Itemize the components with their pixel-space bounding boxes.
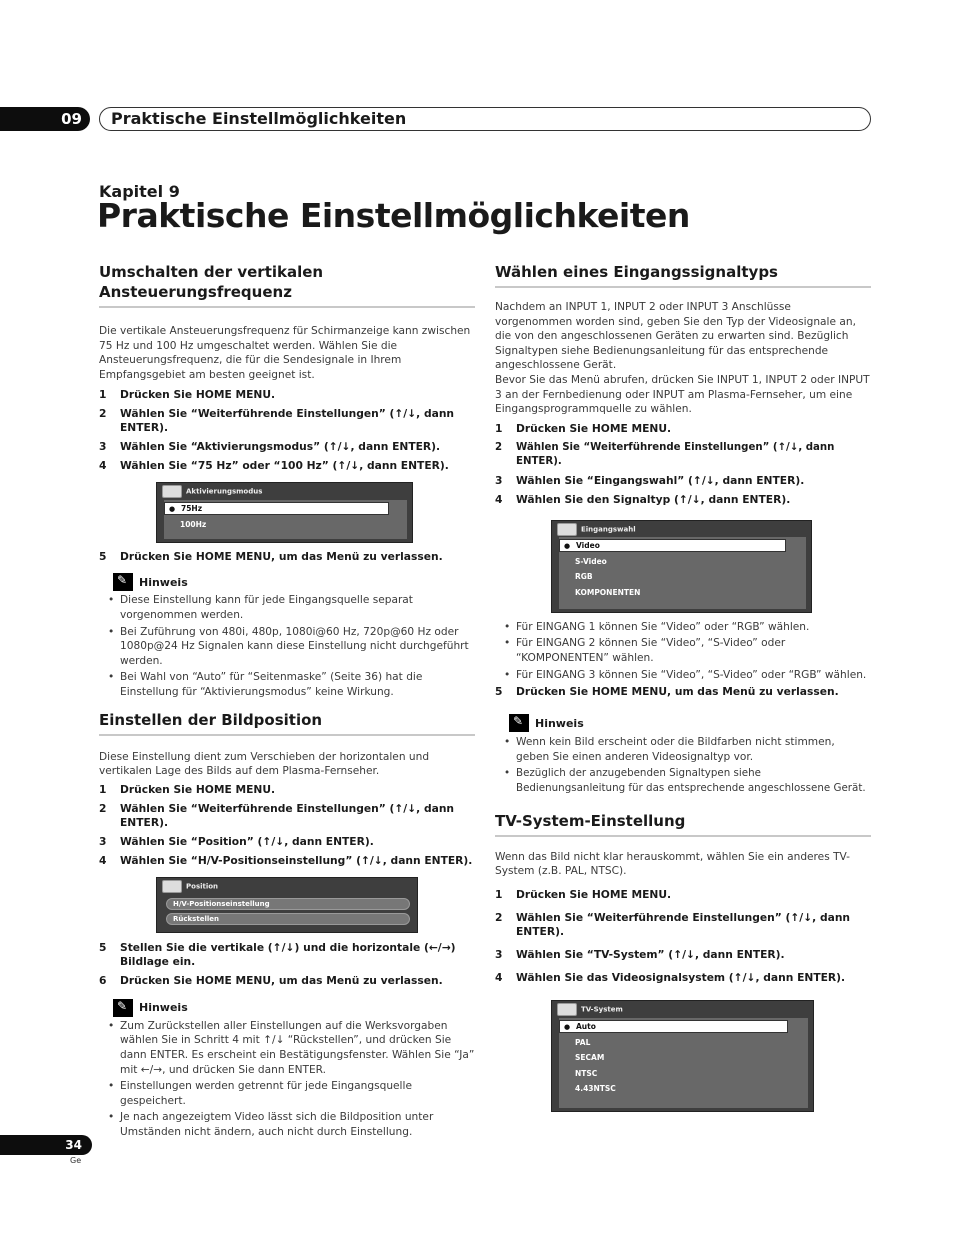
step-item: 6 Drücken Sie HOME MENU, um das Menü zu verlassen. xyxy=(99,973,443,987)
left-column xyxy=(99,262,475,1141)
step-item: 3 Wählen Sie “Eingangswahl” (↑/↓, dann ENTER). xyxy=(495,473,805,487)
step-item: 5 Stellen Sie die vertikale (↑/↓) und die horizontale (←/→) Bildlage ein. xyxy=(99,940,456,968)
note-item: • Einstellungen werden getrennt für jede Eingangsquelle gespeichert. xyxy=(99,1079,475,1108)
section-intro: Wenn das Bild nicht klar herauskommt, wählen Sie ein anderes TV-System (z.B. PAL, NTSC). xyxy=(495,850,851,878)
note-icon xyxy=(509,714,529,732)
info-item: • Für EINGANG 1 können Sie “Video” oder “RGB” wählen. xyxy=(495,620,871,635)
menu-item[interactable]: 4.43NTSC xyxy=(575,1084,616,1094)
note-item: • Je nach angezeigtem Video lässt sich die Bildposition unter Umständen nicht ändern, auch nicht durch Einstellung. xyxy=(99,1110,475,1139)
chapter-label: Kapitel 9 xyxy=(99,182,180,201)
step-item: 4 Wählen Sie “H/V-Positionseinstellung” (↑/↓, dann ENTER). xyxy=(99,853,473,867)
section-title-frequency: Umschalten der vertikalen Ansteuerungsfrequenz xyxy=(99,262,475,308)
right-column xyxy=(495,262,871,1112)
language-code: Ge xyxy=(70,1156,82,1165)
note-heading: ✎ Hinweis xyxy=(495,714,871,732)
page-title: Praktische Einstellmöglichkeiten xyxy=(97,196,690,235)
osd-menu-tv-system: TV-System ● Auto PAL SECAM NTSC 4.43NTSC xyxy=(551,1000,814,1112)
step-item: 1 Drücken Sie HOME MENU. xyxy=(495,421,672,435)
menu-item[interactable]: 100Hz xyxy=(180,520,207,530)
menu-item[interactable]: NTSC xyxy=(575,1068,598,1078)
step-item: 1 Drücken Sie HOME MENU. xyxy=(99,388,276,402)
osd-menu-eingangswahl: Eingangswahl ● Video S-Video RGB KOMPONENTEN xyxy=(551,520,812,613)
menu-item[interactable]: ● Video xyxy=(559,539,786,552)
step-item: 4 Wählen Sie das Videosignalsystem (↑/↓, dann ENTER). xyxy=(495,970,846,984)
step-item: 2 Wählen Sie “Weiterführende Einstellungen” (↑/↓, dann ENTER). xyxy=(99,407,455,435)
note-item: • Wenn kein Bild erscheint oder die Bildfarben nicht stimmen, geben Sie einen anderen Videosignaltyp vor. xyxy=(495,735,871,764)
chapter-number-badge: 09 xyxy=(0,107,90,131)
menu-item[interactable]: H/V-Positionseinstellung xyxy=(166,898,410,910)
menu-item[interactable]: RGB xyxy=(575,572,593,582)
info-item: • Für EINGANG 2 können Sie “Video”, “S-Video” oder “KOMPONENTEN” wählen. xyxy=(495,636,871,665)
osd-menu-aktivierungsmodus: Aktivierungsmodus ● 75Hz 100Hz xyxy=(156,482,413,543)
step-item: 2 Wählen Sie “Weiterführende Einstellungen” (↑/↓, dann ENTER). xyxy=(99,801,455,829)
menu-item[interactable]: ● 75Hz xyxy=(164,502,389,515)
step-item: 3 Wählen Sie “Position” (↑/↓, dann ENTER). xyxy=(99,834,374,848)
note-item: • Bei Wahl von “Auto” für “Seitenmaske” (Seite 36) hat die Einstellung für “Aktivierungsmodus” keine Wirkung. xyxy=(99,670,475,699)
note-list xyxy=(495,735,871,795)
step-item: 1 Drücken Sie HOME MENU. xyxy=(99,782,276,796)
step-item: 4 Wählen Sie “75 Hz” oder “100 Hz” (↑/↓, dann ENTER). xyxy=(99,459,449,473)
info-item: • Für EINGANG 3 können Sie “Video”, “S-Video” oder “RGB” wählen. xyxy=(495,668,871,683)
note-heading: ✎ Hinweis xyxy=(99,573,475,591)
step-item: 5 Drücken Sie HOME MENU, um das Menü zu verlassen. xyxy=(99,550,443,564)
osd-menu-position: Position H/V-Positionseinstellung Rückstellen xyxy=(156,877,418,933)
section-title-bildposition: Einstellen der Bildposition xyxy=(99,710,475,736)
note-item: • Zum Zurückstellen aller Einstellungen auf die Werksvorgaben wählen Sie in Schritt 4 mit ↑/↓ “Rückstellen”, und drücken Sie dann ENTER. Es erscheint ein Bestätigungsfenster. Wählen Sie “Ja” mit ←/→, und drücken Sie dann ENTER. xyxy=(99,1019,475,1077)
note-list xyxy=(99,593,475,699)
menu-item[interactable]: S-Video xyxy=(575,556,607,566)
menu-item[interactable]: SECAM xyxy=(575,1053,605,1063)
section-intro-2: Bevor Sie das Menü abrufen, drücken Sie INPUT 1, INPUT 2 oder INPUT 3 an der Fernbedienung oder INPUT am Plasma-Fernseher, um eine Eingangsprogrammquelle zu wählen. xyxy=(495,373,870,416)
step-item: 2 Wählen Sie “Weiterführende Einstellungen” (↑/↓, dann ENTER). xyxy=(495,910,851,938)
menu-item[interactable]: PAL xyxy=(575,1037,591,1047)
step-item: 4 Wählen Sie den Signaltyp (↑/↓, dann ENTER). xyxy=(495,492,791,506)
section-title-eingangssignal: Wählen eines Eingangssignaltyps xyxy=(495,262,871,288)
note-item: • Diese Einstellung kann für jede Eingangsquelle separat vorgenommen werden. xyxy=(99,593,475,622)
step-item: 2 Wählen Sie “Weiterführende Einstellungen” (↑/↓, dann ENTER). xyxy=(495,441,835,467)
menu-icon xyxy=(557,1003,577,1016)
info-list xyxy=(495,620,871,682)
section-intro: Diese Einstellung dient zum Verschieben der horizontalen und vertikalen Lage des Bilds auf dem Plasma-Fernseher. xyxy=(99,750,430,778)
menu-icon xyxy=(162,485,182,498)
page-number: 34 xyxy=(0,1135,92,1155)
note-item: • Bezüglich der anzugebenden Signaltypen siehe Bedienungsanleitung für das entsprechende angeschlossene Gerät. xyxy=(495,766,871,795)
note-item: • Bei Zuführung von 480i, 480p, 1080i@60 Hz, 720p@60 Hz oder 1080p@24 Hz Signalen kann diese Einstellung nicht durchgeführt werden. xyxy=(99,625,475,669)
chapter-header-title: Praktische Einstellmöglichkeiten xyxy=(99,107,871,131)
note-icon xyxy=(113,999,133,1017)
menu-icon xyxy=(162,880,182,893)
section-intro: Die vertikale Ansteuerungsfrequenz für Schirmanzeige kann zwischen 75 Hz und 100 Hz umgeschaltet werden. Wählen Sie die Ansteuerungsfrequenz, die für die Sendesignale in Ihrem Empfangsgebiet am besten geeignet ist. xyxy=(99,325,471,381)
menu-item[interactable]: ● Auto xyxy=(559,1020,788,1033)
step-item: 1 Drücken Sie HOME MENU. xyxy=(495,887,672,901)
note-icon xyxy=(113,573,133,591)
menu-icon xyxy=(557,523,577,536)
note-heading: ✎ Hinweis xyxy=(99,999,475,1017)
menu-item[interactable]: Rückstellen xyxy=(166,913,410,925)
step-item: 3 Wählen Sie “TV-System” (↑/↓, dann ENTER). xyxy=(495,947,785,961)
menu-item[interactable]: KOMPONENTEN xyxy=(575,587,641,597)
step-item: 5 Drücken Sie HOME MENU, um das Menü zu verlassen. xyxy=(495,685,839,699)
section-title-tv-system: TV-System-Einstellung xyxy=(495,811,871,837)
section-intro: Nachdem an INPUT 1, INPUT 2 oder INPUT 3 Anschlüsse vorgenommen worden sind, geben Sie den Typ der Videosignale an, die von den angeschlossenen Geräten zu erwarten sind. Bezüglich Signaltypen siehe Bedienungsanleitung für das entsprechende angeschlossene Gerät. xyxy=(495,301,856,372)
note-list xyxy=(99,1019,475,1140)
step-item: 3 Wählen Sie “Aktivierungsmodus” (↑/↓, dann ENTER). xyxy=(99,440,441,454)
